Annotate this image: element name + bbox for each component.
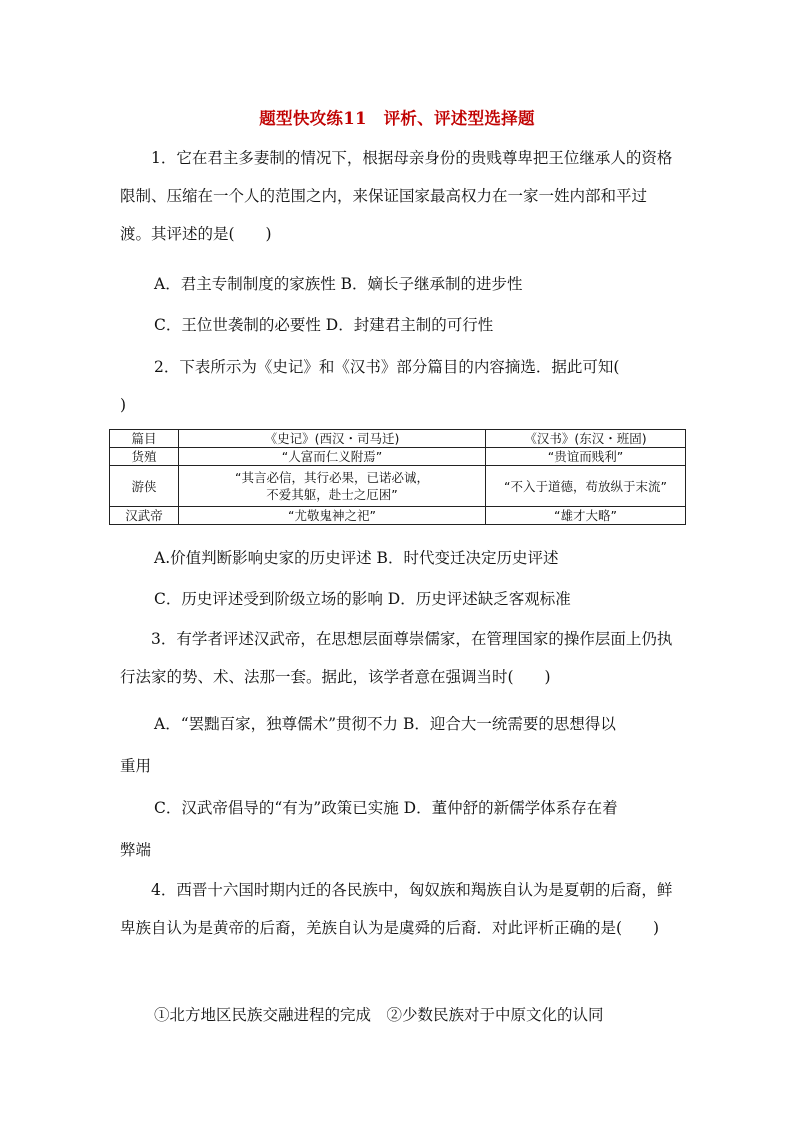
question-1	[120, 139, 676, 253]
question-3-options-cd-line2: 弊端	[120, 841, 152, 859]
question-2-options-ab: A.价值判断影响史家的历史评述 B．时代变迁决定历史评述	[154, 549, 559, 567]
table-cell: 汉武帝	[110, 507, 179, 525]
question-4-stem: 4．西晋十六国时期内迁的各民族中，匈奴族和羯族自认为是夏朝的后裔，鲜卑族自认为是黄帝的后裔，羌族自认为是虞舜的后裔．对此评析正确的是( )	[120, 881, 673, 937]
question-4	[120, 871, 676, 947]
question-3-stem: 3．有学者评述汉武帝，在思想层面尊崇儒家，在管理国家的操作层面上仍执行法家的势、术、法那一套。据此，该学者意在强调当时( )	[120, 630, 673, 686]
table-cell: “贵谊而贱利”	[486, 448, 686, 466]
table-cell: “人富而仁义附焉”	[179, 448, 486, 466]
question-1-stem: 1．它在君主多妻制的情况下，根据母亲身份的贵贱尊卑把王位继承人的资格限制、压缩在一个人的范围之内，来保证国家最高权力在一家一姓内部和平过渡。其评述的是( )	[120, 149, 673, 243]
table-cell-line: 不爱其躯，赴士之厄困”	[266, 487, 398, 502]
table-cell: “雄才大略”	[486, 507, 686, 525]
table-header: 《史记》(西汉・司马迁)	[179, 430, 486, 448]
question-2-stem-line2: )	[120, 396, 127, 414]
question-1-options-cd: C．王位世袭制的必要性 D．封建君主制的可行性	[154, 316, 494, 334]
comparison-table	[109, 429, 686, 525]
table-header: 篇目	[110, 430, 179, 448]
question-3-options-cd-line1: C．汉武帝倡导的“有为”政策已实施 D．董仲舒的新儒学体系存在着	[154, 799, 618, 817]
table-cell	[179, 466, 486, 507]
question-4-options-12: ①北方地区民族交融进程的完成 ②少数民族对于中原文化的认同	[154, 1006, 604, 1024]
question-2-stem-line1: 2．下表所示为《史记》和《汉书》部分篇目的内容摘选．据此可知(	[154, 358, 620, 376]
table-cell: “不入于道德，苟放纵于末流”	[486, 466, 686, 507]
table-cell: 货殖	[110, 448, 179, 466]
question-3-options-ab-line1: A．“罢黜百家，独尊儒术”贯彻不力 B．迎合大一统需要的思想得以	[154, 715, 616, 733]
table-cell: “尤敬鬼神之祀”	[179, 507, 486, 525]
table-header: 《汉书》(东汉・班固)	[486, 430, 686, 448]
table-cell-line: “其言必信，其行必果，已诺必诚，	[235, 470, 429, 485]
table-row	[110, 448, 686, 466]
table-row	[110, 466, 686, 507]
table-header-row	[110, 430, 686, 448]
question-2-options-cd: C．历史评述受到阶级立场的影响 D．历史评述缺乏客观标准	[154, 590, 571, 608]
question-1-options-ab: A．君主专制制度的家族性 B．嫡长子继承制的进步性	[154, 275, 523, 293]
question-3-options-ab-line2: 重用	[120, 757, 152, 775]
table-cell: 游侠	[110, 466, 179, 507]
page-title: 题型快攻练11 评析、评述型选择题	[259, 109, 535, 128]
table-row	[110, 507, 686, 525]
question-3	[120, 620, 676, 696]
